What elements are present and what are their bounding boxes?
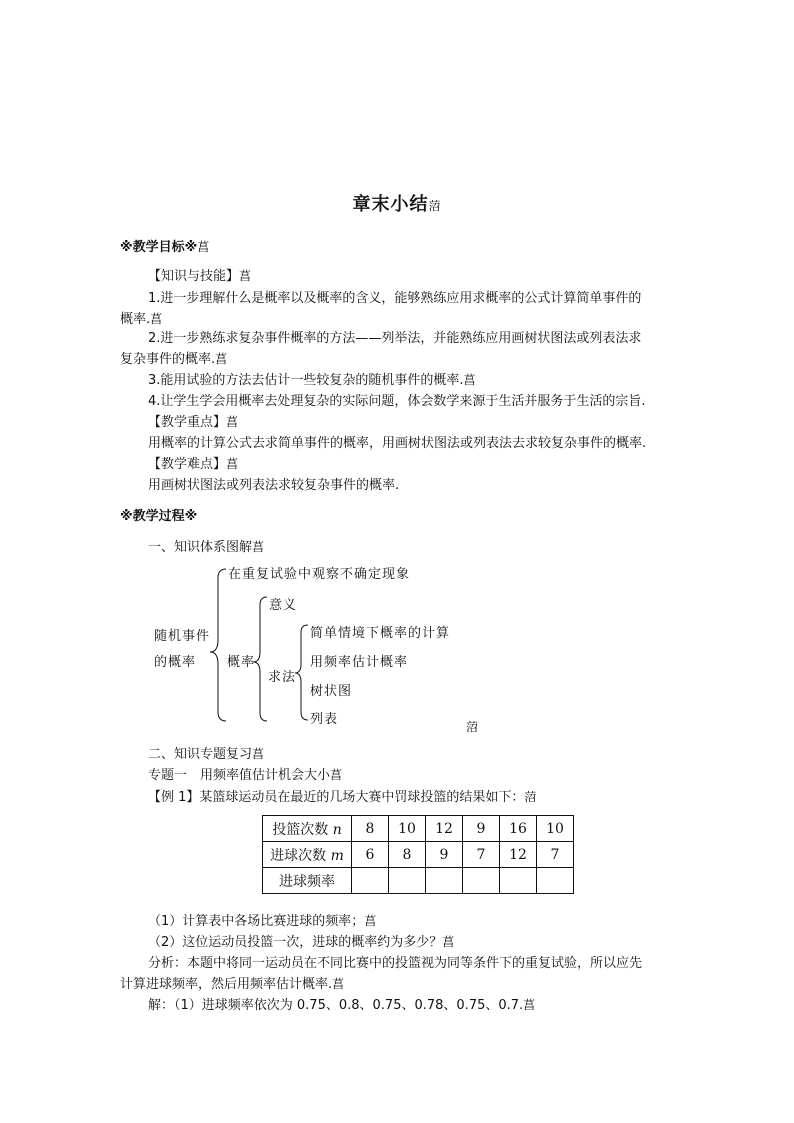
diagram-method: 求法 (268, 670, 297, 685)
table-cell: 7 (463, 842, 500, 868)
table-cell: 8 (389, 842, 426, 868)
objective-4: 4.让学生学会用概率去处理复杂的实际问题，体会数学来源于生活并服务于生活的宗旨. (148, 394, 646, 409)
key-points-text: 用概率的计算公式去求简单事件的概率，用画树状图法或列表法去求较复杂事件的概率. (148, 436, 647, 451)
key-points-heading: 【教学重点】菖 (148, 415, 239, 430)
diagram-root-line-1: 随机事件 (154, 629, 211, 644)
shot-results-table (262, 815, 574, 894)
objective-2-line-2: 复杂事件的概率.菖 (120, 352, 228, 367)
table-cell: 6 (352, 842, 389, 868)
analysis-line-2: 计算进球频率，然后用频率估计概率.菖 (120, 977, 345, 992)
table-cell-empty (500, 868, 537, 894)
objective-1-line-1: 1.进一步理解什么是概率以及概率的含义，能够熟练应用求概率的公式计算简单事件的 (148, 291, 642, 306)
page-title: 章末小结菬 (352, 194, 442, 215)
objective-2-line-1: 2.进一步熟练求复杂事件概率的方法——列举法，并能熟练应用画树状图法或列表法求 (148, 331, 642, 346)
table-cell: 10 (389, 816, 426, 842)
section-heading-objectives: ※教学目标※菖 (120, 240, 210, 255)
part-2-heading: 二、知识专题复习菖 (148, 747, 265, 762)
table-row (263, 842, 574, 868)
brace-method (295, 625, 308, 720)
difficulty-text: 用画树状图法或列表法求较复杂事件的概率. (148, 478, 400, 493)
brace-probability (253, 597, 267, 721)
table-cell-empty (463, 868, 500, 894)
topic-1-heading: 专题一 用频率值估计机会大小菖 (148, 768, 343, 783)
table-row (263, 868, 574, 894)
table-cell: 10 (537, 816, 574, 842)
part-1-heading: 一、知识体系图解菖 (148, 540, 265, 555)
difficulty-heading: 【教学难点】菖 (148, 457, 239, 472)
row-label-shots: 投篮次数 n (263, 816, 352, 842)
table-cell: 12 (426, 816, 463, 842)
diagram-leaf-3: 树状图 (310, 684, 353, 699)
diagram-meaning: 意义 (269, 598, 298, 613)
diagram-root-line-2: 的概率 (154, 655, 197, 670)
table-cell: 16 (500, 816, 537, 842)
table-cell-empty (426, 868, 463, 894)
table-cell: 8 (352, 816, 389, 842)
diagram-mark: 菬 (466, 720, 479, 734)
example-1: 【例 1】某篮球运动员在最近的几场大赛中罚球投篮的结果如下：菬 (148, 790, 537, 805)
table-cell: 7 (537, 842, 574, 868)
row-label-frequency: 进球频率 (263, 868, 352, 894)
analysis-line-1: 分析：本题中将同一运动员在不同比赛中的投篮视为同等条件下的重复试验，所以应先 (148, 956, 643, 971)
table-cell-empty (352, 868, 389, 894)
diagram-leaf-4: 列表 (310, 712, 339, 727)
question-1: （1）计算表中各场比赛进球的频率；菖 (148, 914, 377, 929)
table-cell: 9 (463, 816, 500, 842)
solution-line: 解：（1）进球频率依次为 0.75、0.8、0.75、0.78、0.75、0.7.菖 (148, 998, 536, 1013)
objective-1-line-2: 概率.菖 (120, 312, 163, 327)
diagram-leaf-1: 简单情境下概率的计算 (310, 626, 451, 641)
question-2: （2）这位运动员投篮一次，进球的概率约为多少？菖 (148, 935, 455, 950)
table-row (263, 816, 574, 842)
diagram-branch-top: 在重复试验中观察不确定现象 (228, 567, 411, 582)
objective-3: 3.能用试验的方法去估计一些较复杂的随机事件的概率.菖 (148, 373, 476, 388)
row-label-made: 进球次数 m (263, 842, 352, 868)
knowledge-skills-heading: 【知识与技能】菖 (148, 269, 252, 284)
table-cell-empty (389, 868, 426, 894)
diagram-leaf-2: 用频率估计概率 (310, 655, 409, 670)
brace-root (210, 569, 226, 721)
diagram-probability: 概率 (227, 655, 256, 670)
table-cell: 12 (500, 842, 537, 868)
table-cell-empty (537, 868, 574, 894)
section-heading-process: ※教学过程※ (120, 509, 198, 524)
table-cell: 9 (426, 842, 463, 868)
